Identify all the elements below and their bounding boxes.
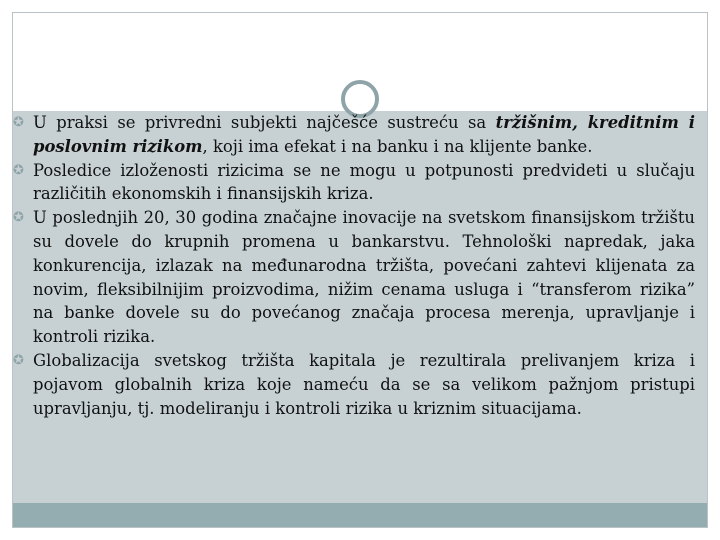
bullet-item-1 xyxy=(13,111,695,159)
bullet-icon: ✪ xyxy=(13,162,24,178)
bullet-list xyxy=(13,111,695,420)
bullet-icon: ✪ xyxy=(13,210,24,226)
footer-bar xyxy=(13,503,707,527)
bullet-1-text-start: U praksi se privredni subjekti najčešće sustreću sa xyxy=(33,113,496,132)
bullet-item-4 xyxy=(13,349,695,420)
bullet-3-text: U poslednjih 20, 30 godina značajne inovacije na svetskom finansijskom tržištu su dovele do krupnih promena u bankarstvu. Tehnološki napredak, jaka konkurencija, izlazak na međunarodna tržišta, povećani zahtevi klijenata za novim, fleksibilnijim proizvodima, nižim cenama usluga i “transferom rizika” na banke dovele su do povećanog značaja procesa merenja, upravljanje i kontroli rizika. xyxy=(33,208,695,347)
bullet-item-2 xyxy=(13,159,695,207)
bullet-4-text: Globalizacija svetskog tržišta kapitala je rezultirala prelivanjem kriza i pojavom globalnih kriza koje nameću da se sa velikom pažnjom pristupi upravljanju, tj. modeliranju i kontroli rizika u kriznim situacijama. xyxy=(33,350,695,418)
bullet-1-text-end: , koji ima efekat i na banku i na klijente banke. xyxy=(202,136,593,156)
bullet-item-3 xyxy=(13,206,695,349)
slide xyxy=(12,12,708,528)
bullet-icon: ✪ xyxy=(13,352,24,368)
bullet-icon: ✪ xyxy=(13,115,24,130)
bullet-1-emphasis: tržišnim, kreditnim i poslovnim rizikom xyxy=(33,113,696,156)
bullet-2-text: Posledice izloženosti rizicima se ne mogu u potpunosti predvideti u slučaju različitih ekonomskih i finansijskih kriza. xyxy=(33,160,695,204)
